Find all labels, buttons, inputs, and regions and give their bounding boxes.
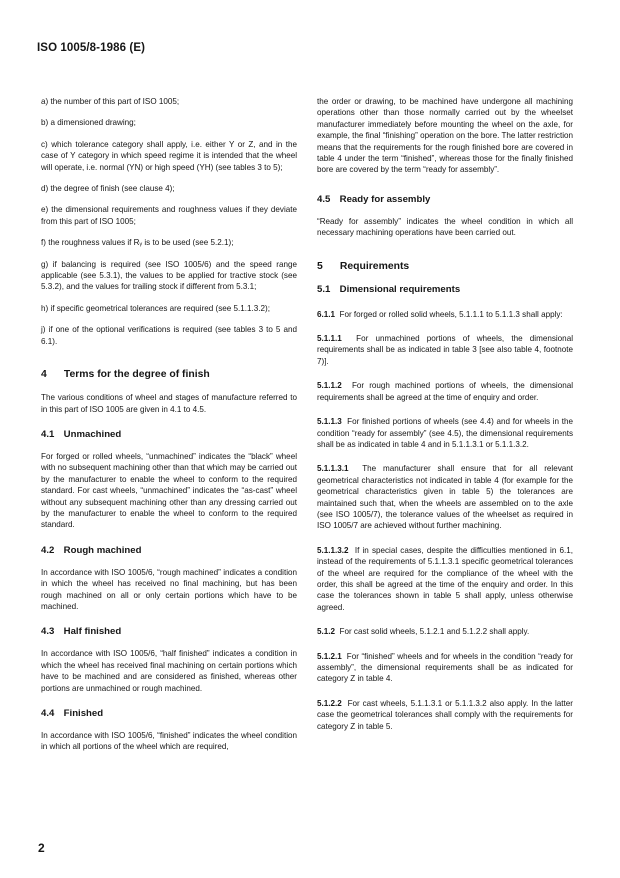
section-4-1-text: For forged or rolled wheels, “unmachined” indicates the “black” wheel with no subsequent machining other than that which may be carried out by the manufacturer to enable the wheel to conform to the required standard. For cast wheels, “unmachined” indicates the “as-cast” wheel without any subsequent machining other than any dressing carried out by the manufacturer to enable the wheel to conform to the required standard.	[41, 451, 297, 530]
section-5-number: 5	[317, 260, 323, 272]
section-4-title: Terms for the degree of finish	[63, 369, 210, 381]
list-item-c: c) which tolerance category shall apply, i.e. either Y or Z, and in the case of Y category in which speed regime it is intended that the wheel will operate, i.e. normal (YN) or high speed (YH) (see tables 3 to 5);	[41, 139, 297, 172]
section-4-5-number: 4.5	[317, 193, 331, 205]
paragraph-text: The manufacturer shall ensure that for all relevant geometrical characteristics not indicated in table 4 (for example for the geometrical characteristics given in table 5) the tolerances are maintained such that, when the wheels are assembled on to the axle (see ISO 1005/7), the tolerance values of the wheelset as required in ISO 1005/7 are achieved without further machining.	[317, 464, 574, 531]
requirement-paragraph	[317, 651, 573, 685]
requirement-paragraph	[317, 416, 573, 450]
paragraph-number: 6.1.1	[317, 309, 336, 319]
section-4-heading	[41, 369, 297, 380]
list-item-b: b) a dimensioned drawing;	[41, 118, 136, 128]
section-5-1-heading	[317, 284, 573, 295]
paragraph-number: 5.1.1.1	[317, 334, 342, 344]
section-4-2-heading	[41, 545, 297, 556]
list-item-j: j) if one of the optional verifications is required (see tables 3 to 5 and 6.1).	[41, 325, 297, 346]
paragraph-number: 5.1.2.1	[317, 651, 342, 661]
paragraph-text: For cast solid wheels, 5.1.2.1 and 5.1.2.2 shall apply.	[339, 627, 530, 637]
paragraph-number: 5.1.1.3.2	[317, 545, 349, 555]
continued-text: the order or drawing, to be machined have undergone all machining operations other than those normally carried out by the wheelset manufacturer immediately before mounting the wheel on the axle, for example, the final “finishing” operation on the bore. The latter restriction means that the requirements for the rough finished bore are covered in table 4 under the term “finished”, whereas those for the finally finished bore are covered by the term “ready for assembly”.	[317, 97, 573, 175]
paragraph-text: If in special cases, despite the difficulties mentioned in 6.1, instead of the requirements of 5.1.1.3.1 specific geometrical tolerances of the wheel are required for the compliance of the wheel with the order, this shall be agreed at the time of the enquiry and order. In this case the tolerances shown in table 5 shall apply, unless otherwise agreed.	[317, 545, 573, 612]
section-4-1-number: 4.1	[41, 428, 55, 440]
left-column	[41, 96, 297, 763]
paragraph-text: For unmachined portions of wheels, the dimensional requirements shall be as indicated in table 3 [see also table 4, footnote 7)].	[317, 334, 573, 366]
page-number: 2	[38, 841, 45, 855]
section-4-4-heading	[41, 708, 297, 719]
section-4-3-text: In accordance with ISO 1005/6, “half finished” indicates a condition in which the wheel has received final machining on certain portions which have to be machined and are considered as finished, whereas other portions are unmachined or rough machined.	[41, 649, 297, 693]
right-column	[317, 96, 573, 745]
section-4-2-text: In accordance with ISO 1005/6, “rough machined” indicates a condition in which the wheel has received no final machining, but has been rough machined on all or only certain portions which have to be machined.	[41, 567, 297, 611]
paragraph-text: For rough machined portions of wheels, the dimensional requirements shall be agreed at the time of enquiry and order.	[317, 381, 574, 402]
paragraph-number: 5.1.2	[317, 627, 336, 637]
requirement-paragraph	[317, 380, 573, 403]
list-item-h: h) if specific geometrical tolerances are required (see 5.1.1.3.2);	[41, 303, 270, 313]
section-4-3-number: 4.3	[41, 626, 55, 638]
requirement-paragraph	[317, 698, 573, 732]
section-4-3-heading	[41, 626, 297, 637]
section-5-heading	[317, 261, 573, 272]
paragraph-number: 5.1.2.2	[317, 698, 342, 708]
section-4-2-title: Rough machined	[63, 544, 142, 556]
section-4-5-heading	[317, 194, 573, 205]
section-5-1-title: Dimensional requirements	[339, 283, 461, 295]
paragraph-text: For cast wheels, 5.1.1.3.1 or 5.1.1.3.2 also apply. In the latter case the geometrical tolerances shall comply with the requirements for category Z in table 5.	[317, 698, 573, 731]
requirement-paragraph	[317, 333, 573, 367]
requirement-paragraph	[317, 545, 573, 613]
section-4-4-number: 4.4	[41, 708, 55, 719]
list-item-f: f) the roughness values if Rᵧ is to be used (see 5.2.1);	[41, 238, 234, 248]
requirement-paragraph	[317, 309, 573, 320]
section-4-5-title: Ready for assembly	[339, 193, 431, 205]
list-item-g: g) if balancing is required (see ISO 1005/6) and the speed range applicable (see 5.3.1), the values to be applied for tractive stock (see 5.3.2), and the values for trailing stock if different from 5.3.1;	[41, 259, 297, 292]
section-5-1-number: 5.1	[317, 283, 331, 295]
section-4-4-text: In accordance with ISO 1005/6, “finished” indicates the wheel condition in which all portions of the wheel which are required,	[41, 731, 297, 752]
paragraph-text: For forged or rolled solid wheels, 5.1.1.1 to 5.1.1.3 shall apply:	[339, 309, 563, 319]
requirement-paragraph	[317, 626, 573, 637]
section-4-2-number: 4.2	[41, 544, 55, 556]
paragraph-number: 5.1.1.3	[317, 417, 342, 427]
section-4-5-text: “Ready for assembly” indicates the wheel condition in which all necessary machining operations have been carried out.	[317, 216, 573, 238]
section-4-number: 4	[41, 369, 47, 381]
section-4-3-title: Half finished	[63, 626, 122, 638]
section-4-1-heading	[41, 429, 297, 440]
section-4-4-title: Finished	[63, 708, 104, 719]
paragraph-text: For finished portions of wheels (see 4.4) and for wheels in the condition “ready for assembly” (see 4.5), the dimensional requirements shall be as indicated in table 4 and in 5.1.1.3.1 or 5.1.1.3.2.	[317, 417, 574, 449]
paragraph-number: 5.1.1.2	[317, 381, 342, 391]
list-item-a: a) the number of this part of ISO 1005;	[41, 97, 180, 106]
requirement-paragraph	[317, 463, 573, 531]
list-item-e: e) the dimensional requirements and roughness values if they deviate from this part of ISO 1005;	[41, 205, 297, 226]
section-4-text: The various conditions of wheel and stages of manufacture referred to in this part of ISO 1005 are given in 4.1 to 4.5.	[41, 393, 297, 414]
section-4-1-title: Unmachined	[63, 428, 122, 440]
paragraph-number: 5.1.1.3.1	[317, 464, 349, 474]
paragraph-text: For “finished” wheels and for wheels in the condition “ready for assembly”, the dimensional requirements shall be as indicated for category Z in table 4.	[317, 651, 574, 684]
list-item-d: d) the degree of finish (see clause 4);	[41, 184, 175, 194]
requirements-paragraphs	[317, 309, 573, 732]
section-5-title: Requirements	[339, 260, 410, 272]
document-header: ISO 1005/8-1986 (E)	[37, 42, 146, 54]
